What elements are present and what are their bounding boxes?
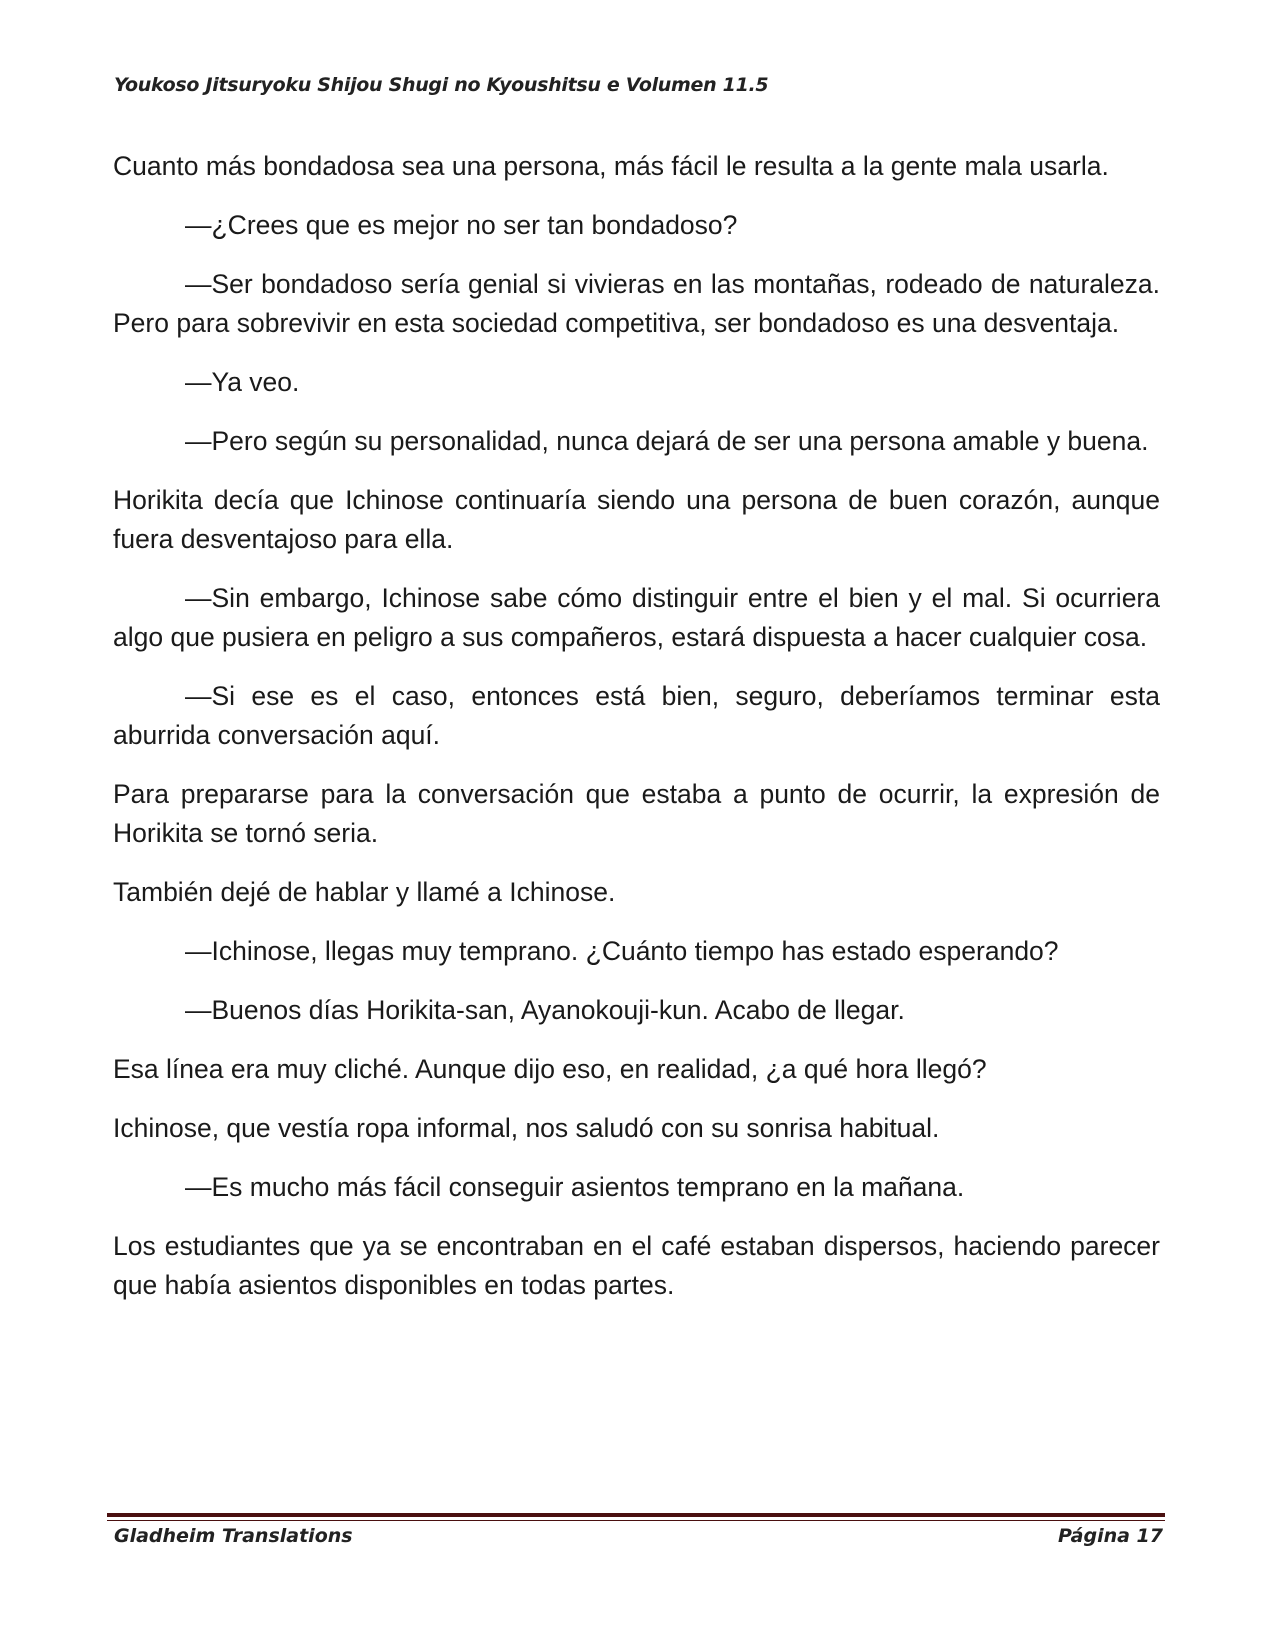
page-body — [113, 147, 1160, 1325]
footer-divider-thin — [107, 1520, 1165, 1521]
dialogue-paragraph: —Buenos días Horikita-san, Ayanokouji-kun. Acabo de llegar. — [185, 995, 905, 1025]
dialogue-paragraph: —Pero según su personalidad, nunca dejará de ser una persona amable y buena. — [185, 426, 1149, 456]
dialogue-paragraph: —Ser bondadoso sería genial si vivieras en las montañas, rodeado de naturaleza. Pero para sobrevivir en esta sociedad competitiva, ser bondadoso es una desventaja. — [113, 269, 1160, 338]
footer-divider — [107, 1513, 1165, 1517]
paragraph: Los estudiantes que ya se encontraban en el café estaban dispersos, haciendo parecer que había asientos disponibles en todas partes. — [113, 1231, 1160, 1300]
paragraph: Esa línea era muy cliché. Aunque dijo eso, en realidad, ¿a qué hora llegó? — [113, 1054, 987, 1084]
dialogue-paragraph: —Es mucho más fácil conseguir asientos temprano en la mañana. — [185, 1172, 965, 1202]
paragraph: Para prepararse para la conversación que estaba a punto de ocurrir, la expresión de Horikita se tornó seria. — [113, 779, 1160, 848]
paragraph: También dejé de hablar y llamé a Ichinose. — [113, 877, 616, 907]
dialogue-paragraph: —Si ese es el caso, entonces está bien, seguro, deberíamos terminar esta aburrida conversación aquí. — [113, 681, 1160, 750]
dialogue-paragraph: —Ya veo. — [185, 367, 300, 397]
paragraph: Horikita decía que Ichinose continuaría siendo una persona de buen corazón, aunque fuera desventajoso para ella. — [113, 485, 1160, 554]
dialogue-paragraph: —Sin embargo, Ichinose sabe cómo distinguir entre el bien y el mal. Si ocurriera algo que pusiera en peligro a sus compañeros, estará dispuesta a hacer cualquier cosa. — [113, 583, 1160, 652]
page-number: Página 17 — [1057, 1525, 1163, 1547]
paragraph: Cuanto más bondadosa sea una persona, más fácil le resulta a la gente mala usarla. — [113, 151, 1109, 181]
dialogue-paragraph: —Ichinose, llegas muy temprano. ¿Cuánto tiempo has estado esperando? — [185, 936, 1059, 966]
paragraph: Ichinose, que vestía ropa informal, nos saludó con su sonrisa habitual. — [113, 1113, 940, 1143]
footer-publisher: Gladheim Translations — [114, 1525, 353, 1547]
dialogue-paragraph: —¿Crees que es mejor no ser tan bondadoso? — [185, 210, 738, 240]
running-header: Youkoso Jitsuryoku Shijou Shugi no Kyoushitsu e Volumen 11.5 — [114, 74, 769, 96]
